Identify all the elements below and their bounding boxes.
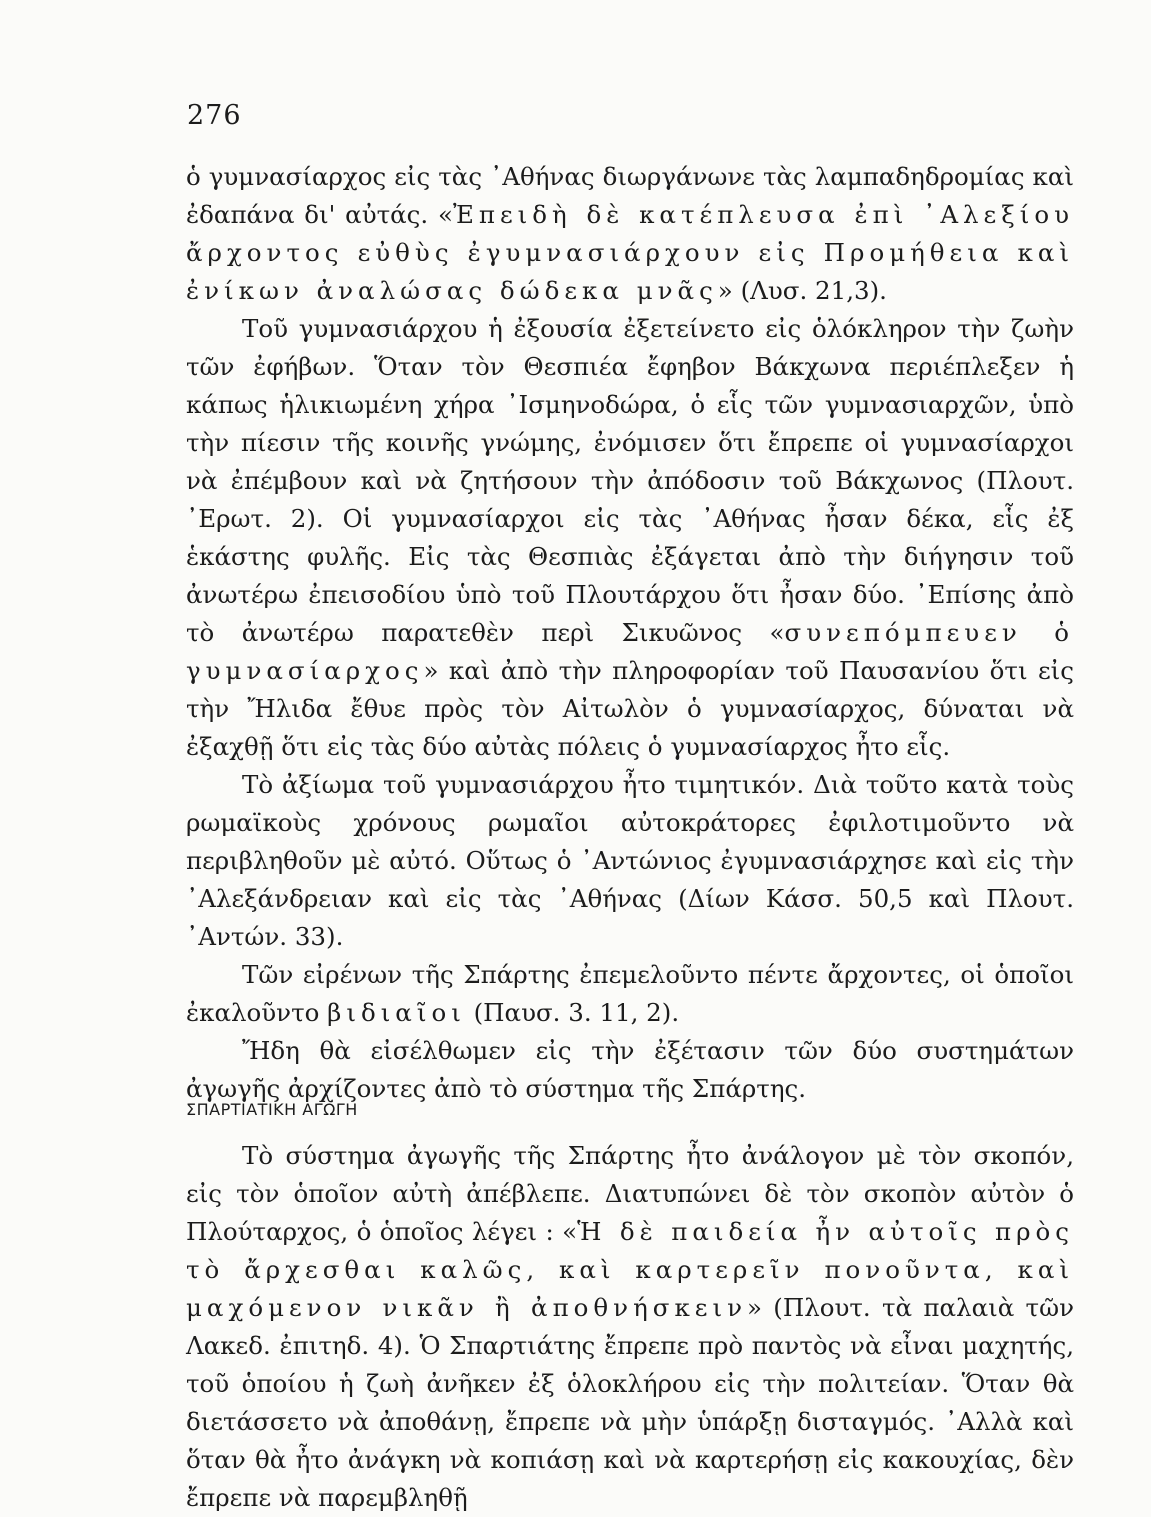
spaced-quote-plutarch: Ἡ δὲ παιδεία ἦν αὐτοῖς πρὸς τὸ ἄρχεσθαι καλῶς, καὶ καρτερεῖν πονοῦντα, καὶ μαχόμενον νικᾶν ἢ ἀποθνήσκειν	[186, 1217, 1074, 1322]
spaced-quote-lysias: Ἐπειδὴ δὲ κατέπλευσα ἐπὶ ᾿Αλεξίου ἄρχοντος εὐθὺς ἐγυμνασιάρχουν εἰς Προμήθεια καὶ ἐνίκων ἀναλώσας δώδεκα μνᾶς	[186, 200, 1074, 305]
text-run: Τὸ σύστημα ἀγωγῆς τῆς Σπάρτης ἦτο ἀνάλογον μὲ τὸν σκοπόν, εἰς τὸν ὁποῖον αὐτὴ ἀπέβλεπε. Διατυπώνει δὲ τὸν σκοπὸν αὐτὸν ὁ Πλούταρχος, ὁ ὁποῖος λέγει : «	[186, 1141, 1074, 1246]
text-run: » (Πλουτ. τὰ παλαιὰ τῶν Λακεδ. ἐπιτηδ. 4). Ὁ Σπαρτιάτης ἔπρεπε πρὸ παντὸς νὰ εἶναι μαχητής, τοῦ ὁποίου ἡ ζωὴ ἀνῆκεν ἐξ ὁλοκλήρου εἰς τὴν πολιτείαν. Ὅταν θὰ διετάσσετο νὰ ἀποθάνῃ, ἔπρεπε νὰ μὴν ὑπάρξῃ δισταγμός. ᾿Αλλὰ καὶ ὅταν θὰ ἦτο ἀνάγκη νὰ κοπιάσῃ καὶ νὰ καρτερήσῃ εἰς κακουχίας, δὲν ἔπρεπε νὰ παρεμβληθῇ	[186, 1293, 1074, 1512]
spaced-quote-sikyon: συνεπόμπευεν ὁ γυμνασίαρχος	[186, 618, 1074, 685]
text-run: ὁ γυμνασίαρχος εἰς τὰς ᾿Αθήνας διωργάνωνε τὰς λαμπαδηδρομίας καὶ ἐδαπάνα δι' αὐτάς. «	[186, 162, 1074, 229]
section-heading: ΣΠΑΡΤΙΑΤΙΚΗ ΑΓΩΓΗ	[186, 1100, 358, 1119]
paragraph-sparta-eirens	[186, 956, 1074, 1032]
text-run: » καὶ ἀπὸ τὴν πληροφορίαν τοῦ Παυσανίου ὅτι εἰς τὴν Ἤλιδα ἔθυε πρὸς τὸν Αἰτωλὸν ὁ γυμνασίαρχος, δύναται νὰ ἐξαχθῇ ὅτι εἰς τὰς δύο αὐτὰς πόλεις ὁ γυμνασίαρχος ἦτο εἷς.	[186, 656, 1074, 761]
text-run: Τῶν εἰρένων τῆς Σπάρτης ἐπεμελοῦντο πέντε ἄρχοντες, οἱ ὁποῖοι ἐκαλοῦντο	[186, 960, 1074, 1027]
text-run: (Παυσ. 3. 11, 2).	[465, 998, 680, 1027]
page-number: 276	[187, 100, 242, 131]
text-run: » (Λυσ. 21,3).	[717, 276, 887, 305]
paragraph-spartan-education	[186, 1137, 1074, 1517]
paragraph-gymnasiarch-honorary: Τὸ ἀξίωμα τοῦ γυμνασιάρχου ἦτο τιμητικόν. Διὰ τοῦτο κατὰ τοὺς ρωμαϊκοὺς χρόνους ρωμαῖοι αὐτοκράτορες ἐφιλοτιμοῦντο νὰ περιβληθοῦν μὲ αὐτό. Οὕτως ὁ ᾿Αντώνιος ἐγυμνασιάρχησε καὶ εἰς τὴν ᾿Αλεξάνδρειαν καὶ εἰς τὰς ᾿Αθήνας (Δίων Κάσσ. 50,5 καὶ Πλουτ. ᾿Αντών. 33).	[186, 770, 1074, 951]
paragraph-gymnasiarch-authority	[186, 310, 1074, 766]
text-block-bottom	[186, 1137, 1074, 1517]
text-run: Τοῦ γυμνασιάρχου ἡ ἐξουσία ἐξετείνετο εἰς ὁλόκληρον τὴν ζωὴν τῶν ἐφήβων. Ὅταν τὸν Θεσπιέα ἔφηβον Βάκχωνα περιέπλεξεν ἡ κάπως ἡλικιωμένη χήρα ᾿Ισμηνοδώρα, ὁ εἷς τῶν γυμνασιαρχῶν, ὑπὸ τὴν πίεσιν τῆς κοινῆς γνώμης, ἐνόμισεν ὅτι ἔπρεπε οἱ γυμνασίαρχοι νὰ ἐπέμβουν καὶ νὰ ζητήσουν τὴν ἀπόδοσιν τοῦ Βάκχωνος (Πλουτ. ᾿Ερωτ. 2). Οἱ γυμνασίαρχοι εἰς τὰς ᾿Αθήνας ἦσαν δέκα, εἷς ἐξ ἑκάστης φυλῆς. Εἰς τὰς Θεσπιὰς ἐξάγεται ἀπὸ τὴν διήγησιν τοῦ ἀνωτέρω ἐπεισοδίου ὑπὸ τοῦ Πλουτάρχου ὅτι ἦσαν δύο. ᾿Επίσης ἀπὸ τὸ ἀνωτέρω παρατεθὲν περὶ Σικυῶνος «	[186, 314, 1074, 647]
paragraph-transition: Ἤδη θὰ εἰσέλθωμεν εἰς τὴν ἐξέτασιν τῶν δύο συστημάτων ἀγωγῆς ἀρχίζοντες ἀπὸ τὸ σύστημα τῆς Σπάρτης.	[186, 1036, 1074, 1103]
spaced-term-bidiaioi: βιδιαῖοι	[327, 998, 466, 1027]
text-block-top	[186, 158, 1074, 1108]
paragraph-gymnasiarch-torch-races	[186, 158, 1074, 310]
